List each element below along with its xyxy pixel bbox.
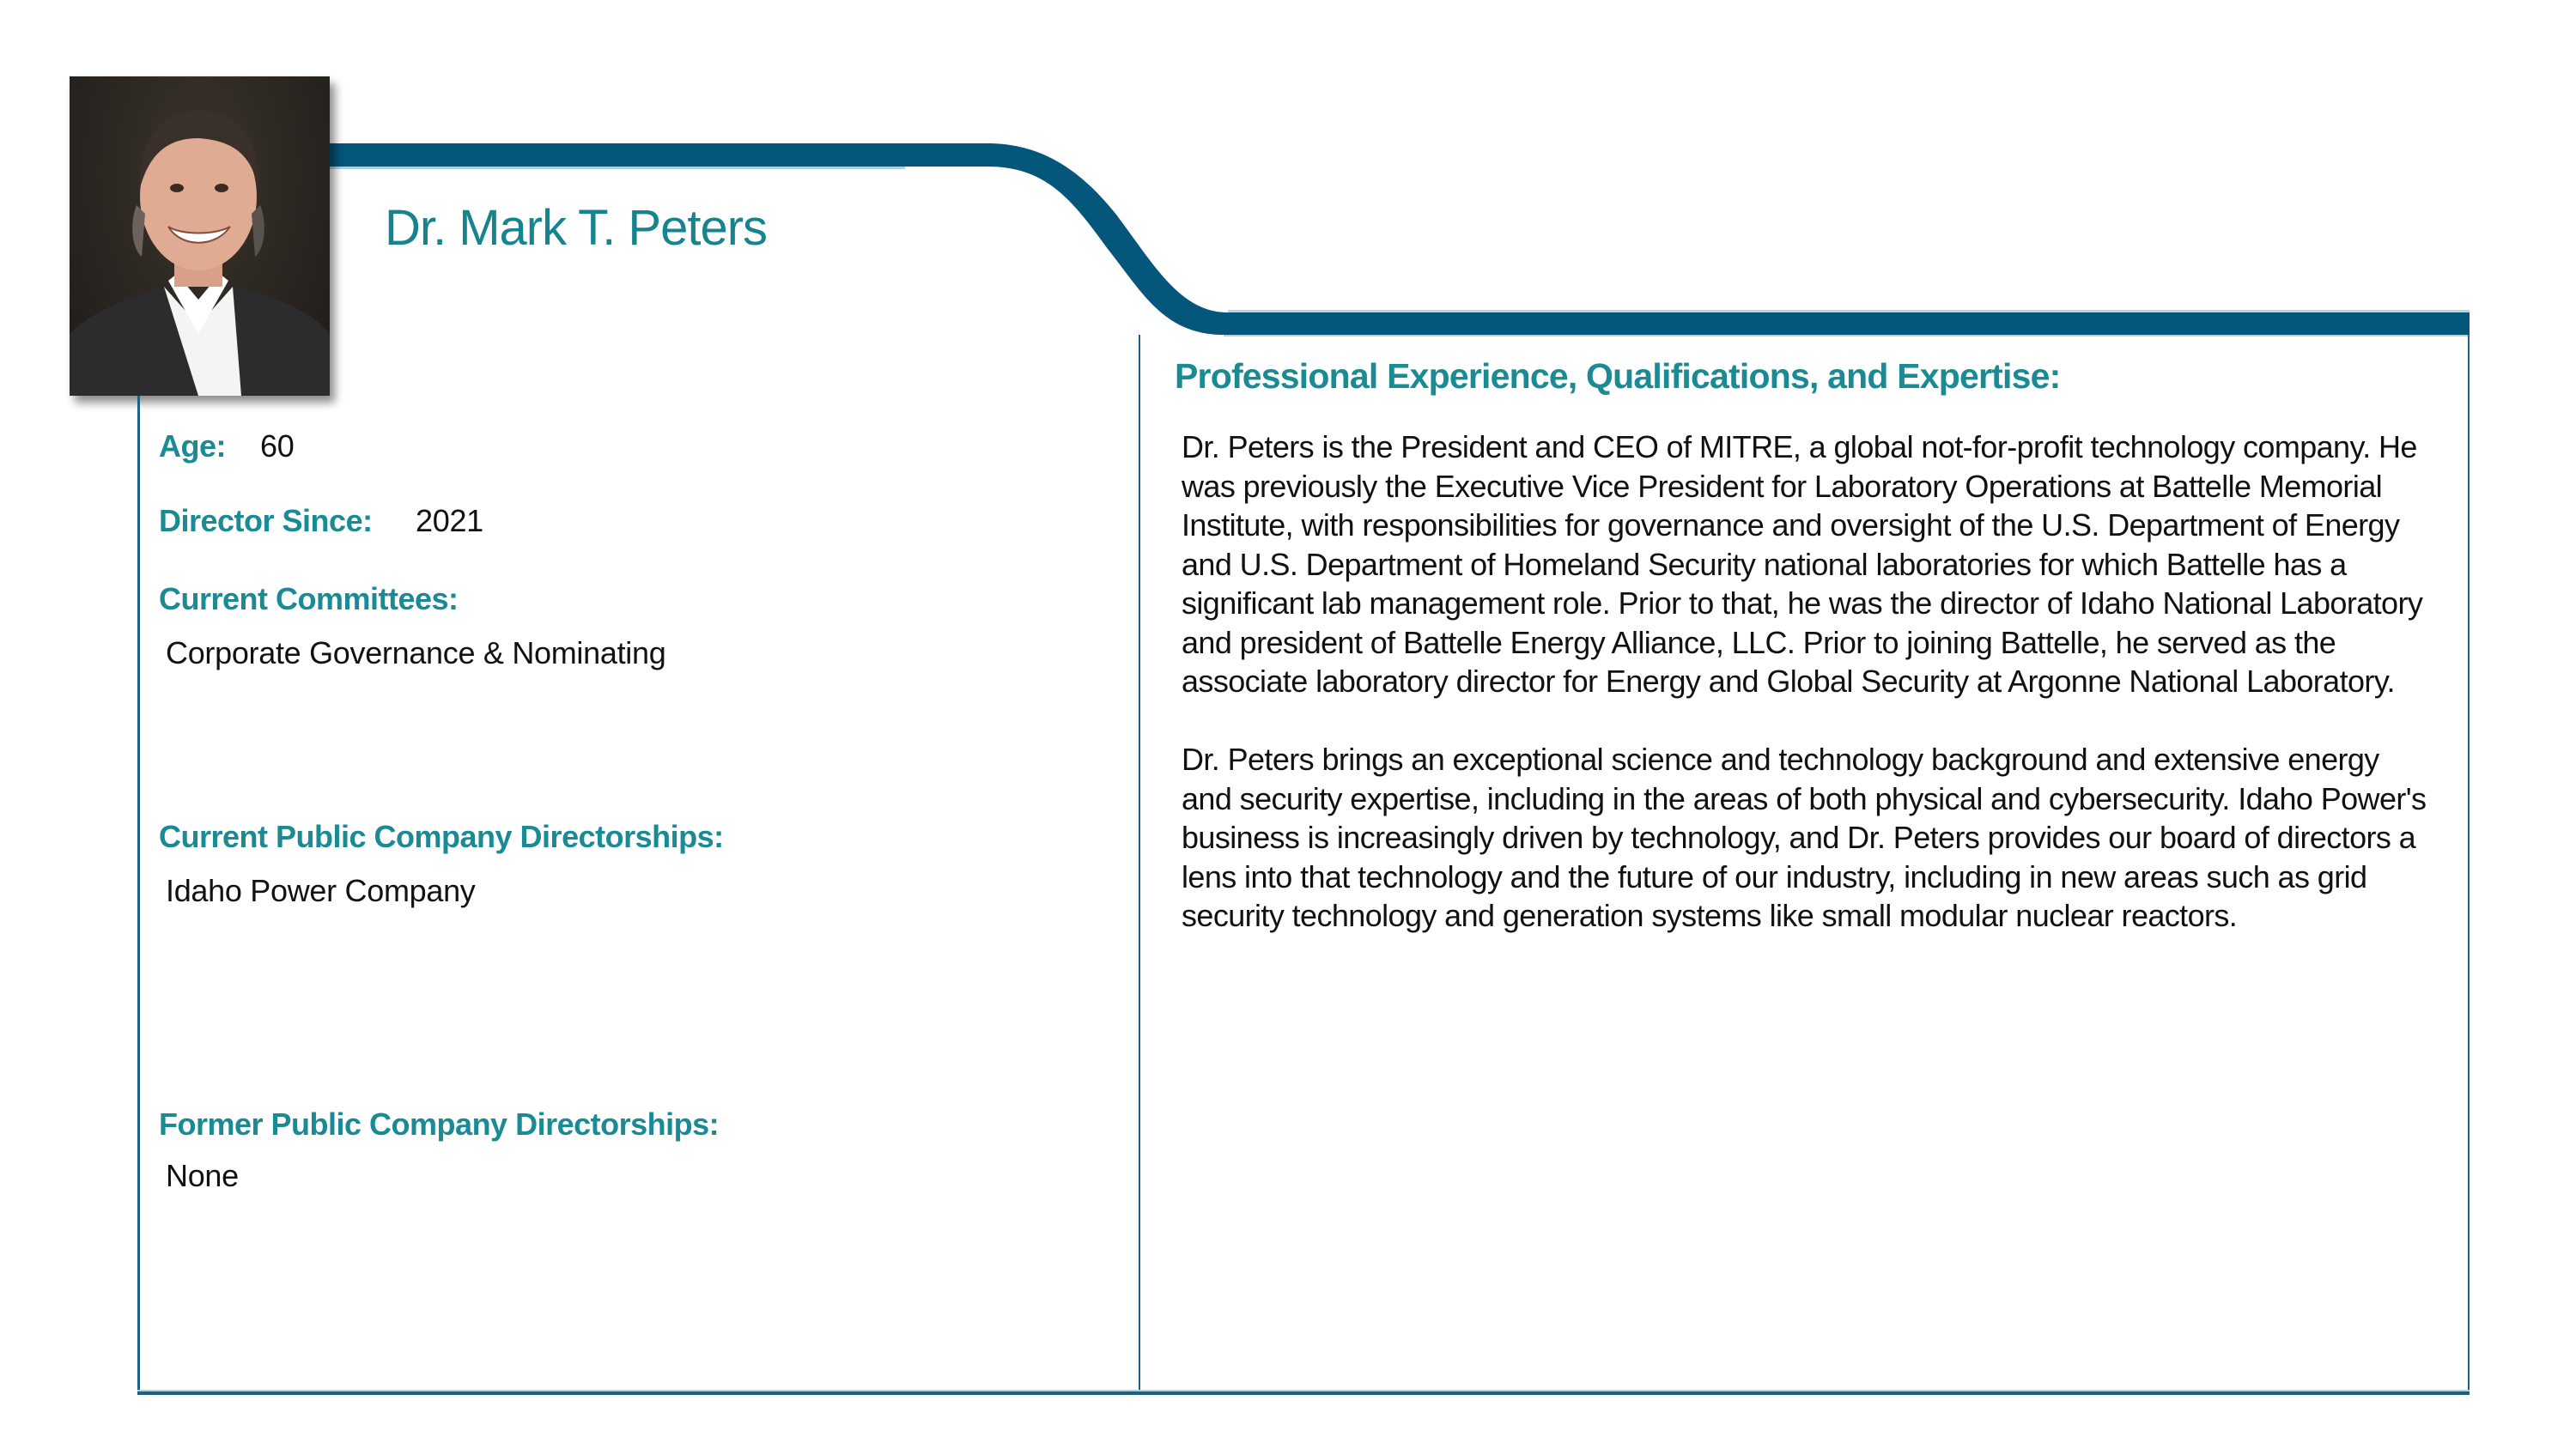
committees-label: Current Committees: [159, 581, 459, 616]
experience-heading: Professional Experience, Qualifications, and Expertise: [1175, 356, 2061, 396]
experience-paragraph-2: Dr. Peters brings an exceptional science and technology background and extensive energy and security expertise, including in the areas of both physical and cybersecurity. Idaho Power's business is increasingly driven by technology, and Dr. Peters provides our board of directors a lens into that technology and the future of our industry, including in new areas such as grid security technology and generation systems like small modular nuclear reactors. [1182, 742, 2427, 933]
right-panel-border [2468, 335, 2470, 1394]
profile-photo [70, 76, 330, 396]
former-directorships-label: Former Public Company Directorships: [159, 1106, 720, 1142]
current-directorships-label: Current Public Company Directorships: [159, 819, 724, 854]
header-band-decoration [0, 0, 2576, 361]
experience-body [1182, 427, 2427, 974]
director-since-value: 2021 [416, 503, 483, 538]
column-divider [1139, 335, 1140, 1394]
age-label: Age: [159, 428, 226, 464]
experience-paragraph-1: Dr. Peters is the President and CEO of MITRE, a global not-for-profit technology company. He was previously the Executive Vice President for Laboratory Operations at Battelle Memorial Institute, with responsibilities for governance and oversight of the U.S. Department of Energy and U.S. Department of Homeland Security national laboratories for which Battelle has a significant lab management role. Prior to that, he was the director of Idaho National Laboratory and president of Battelle Energy Alliance, LLC. Prior to joining Battelle, he served as the associate laboratory director for Energy and Global Security at Argonne National Laboratory. [1182, 429, 2423, 699]
left-panel-border [137, 396, 140, 1394]
director-name: Dr. Mark T. Peters [385, 200, 768, 256]
director-since-label: Director Since: [159, 503, 373, 538]
committees-value: Corporate Governance & Nominating [166, 635, 666, 670]
bottom-panel-border [137, 1390, 2470, 1395]
person-portrait-icon [70, 76, 330, 396]
former-directorships-value: None [166, 1158, 239, 1193]
age-value: 60 [260, 428, 295, 464]
current-directorships-value: Idaho Power Company [166, 873, 476, 908]
